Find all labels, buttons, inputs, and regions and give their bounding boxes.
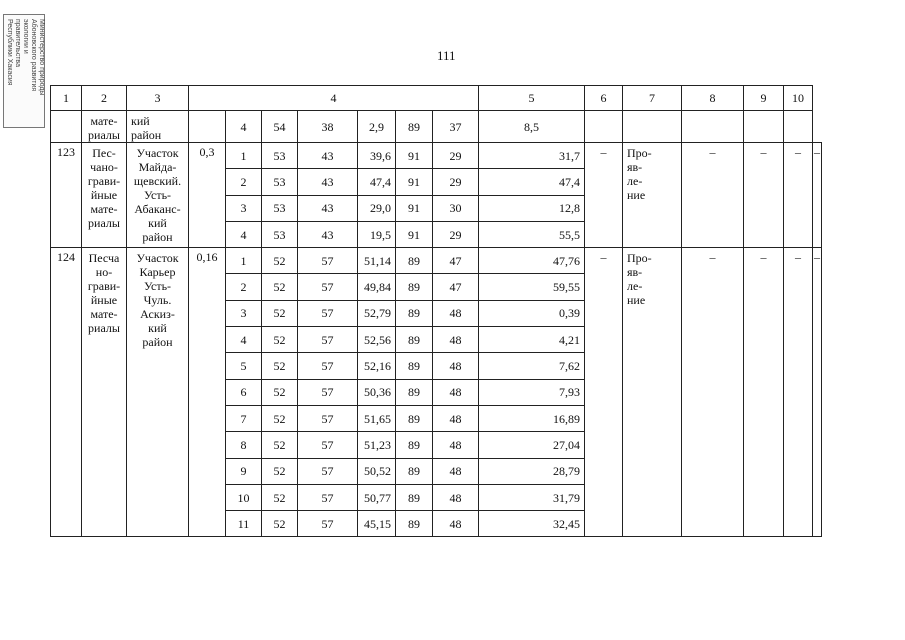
- value-cell: 0,16: [189, 248, 226, 537]
- cell: 91: [396, 221, 433, 247]
- cell: 10: [226, 484, 262, 510]
- cell: 52,56: [358, 327, 396, 353]
- data-table: [50, 85, 822, 537]
- cell: 29: [433, 169, 479, 195]
- cell: 45,15: [358, 511, 396, 537]
- col7-cell: –: [682, 143, 744, 248]
- cell: 30: [433, 195, 479, 221]
- cell: 49,84: [358, 274, 396, 300]
- cell: 48: [433, 300, 479, 326]
- cell: 57: [298, 327, 358, 353]
- cell: 89: [396, 353, 433, 379]
- stamp-text: Министерство природы Абоновского развития экологии и правительства Республики Хакасия: [6, 19, 45, 96]
- cell: 53: [262, 221, 298, 247]
- cell: 53: [262, 195, 298, 221]
- cell: 47,4: [479, 169, 585, 195]
- cell: 51,14: [358, 248, 396, 274]
- location-cell: Участок Карьер Усть- Чуль. Аскиз- кий район: [127, 248, 189, 537]
- cell: 2,9: [358, 111, 396, 143]
- cell: 31,7: [479, 143, 585, 169]
- cell: 48: [433, 327, 479, 353]
- table-row: [51, 143, 822, 169]
- cell: 28,79: [479, 458, 585, 484]
- cell: [744, 111, 784, 143]
- cell: 57: [298, 432, 358, 458]
- cell: 7,93: [479, 379, 585, 405]
- cell: 57: [298, 274, 358, 300]
- cell: 53: [262, 143, 298, 169]
- material-cell: Песча но- грави- йные мате- риалы: [82, 248, 127, 537]
- manifestation-cell: Про- яв- ле- ние: [623, 143, 682, 248]
- cell: 4: [226, 221, 262, 247]
- cell: 91: [396, 195, 433, 221]
- cell: 52: [262, 405, 298, 431]
- cell: [585, 111, 623, 143]
- cell: 2: [226, 274, 262, 300]
- cell: 39,6: [358, 143, 396, 169]
- cell: 89: [396, 300, 433, 326]
- cell: 4: [226, 327, 262, 353]
- cell: 57: [298, 379, 358, 405]
- cell: 89: [396, 405, 433, 431]
- header-cell: 10: [784, 86, 813, 111]
- cell: [784, 111, 813, 143]
- cell: 48: [433, 511, 479, 537]
- cell: 11: [226, 511, 262, 537]
- header-cell: 8: [682, 86, 744, 111]
- cell: 43: [298, 221, 358, 247]
- cell: 57: [298, 405, 358, 431]
- cell: 19,5: [358, 221, 396, 247]
- manifestation-cell: Про- яв- ле- ние: [623, 248, 682, 537]
- approval-stamp: [3, 14, 45, 128]
- cell: 4: [226, 111, 262, 143]
- cell: 5: [226, 353, 262, 379]
- cell: [623, 111, 682, 143]
- header-cell: 5: [479, 86, 585, 111]
- col9-cell: –: [784, 248, 813, 537]
- cell: 48: [433, 405, 479, 431]
- cell: 52: [262, 300, 298, 326]
- header-cell: 4: [189, 86, 479, 111]
- cell: 89: [396, 458, 433, 484]
- cell: 52: [262, 353, 298, 379]
- cell: 57: [298, 484, 358, 510]
- header-cell: 9: [744, 86, 784, 111]
- cell: 12,8: [479, 195, 585, 221]
- cell: 52: [262, 484, 298, 510]
- cell: 38: [298, 111, 358, 143]
- cell: 47: [433, 274, 479, 300]
- location-cell: Участок Майда- щевский. Усть- Абаканс- кий район: [127, 143, 189, 248]
- cell: 4,21: [479, 327, 585, 353]
- cell: кий район: [127, 111, 189, 143]
- cell: 57: [298, 511, 358, 537]
- cell: 91: [396, 143, 433, 169]
- cell: 48: [433, 458, 479, 484]
- cell: 37: [433, 111, 479, 143]
- cell: 54: [262, 111, 298, 143]
- cell: 0,39: [479, 300, 585, 326]
- cell: 31,79: [479, 484, 585, 510]
- cell: 89: [396, 111, 433, 143]
- continuation-row: [51, 111, 822, 143]
- cell: 89: [396, 511, 433, 537]
- record-number: 123: [51, 143, 82, 248]
- record-number: 124: [51, 248, 82, 537]
- cell: 47: [433, 248, 479, 274]
- cell: мате- риалы: [82, 111, 127, 143]
- cell: [682, 111, 744, 143]
- cell: 55,5: [479, 221, 585, 247]
- cell: 3: [226, 195, 262, 221]
- cell: 8: [226, 432, 262, 458]
- cell: 57: [298, 458, 358, 484]
- cell: 89: [396, 248, 433, 274]
- cell: 50,36: [358, 379, 396, 405]
- header-cell: 2: [82, 86, 127, 111]
- cell: 48: [433, 379, 479, 405]
- cell: 52: [262, 274, 298, 300]
- cell: 51,65: [358, 405, 396, 431]
- col5-cell: –: [585, 248, 623, 537]
- cell: 89: [396, 432, 433, 458]
- cell: 29: [433, 143, 479, 169]
- cell: 52: [262, 458, 298, 484]
- cell: 47,76: [479, 248, 585, 274]
- cell: 29,0: [358, 195, 396, 221]
- cell: 89: [396, 484, 433, 510]
- cell: 43: [298, 195, 358, 221]
- cell: 53: [262, 169, 298, 195]
- cell: 6: [226, 379, 262, 405]
- header-cell: 7: [623, 86, 682, 111]
- material-cell: Пес- чано- грави- йные мате- риалы: [82, 143, 127, 248]
- cell: 52: [262, 248, 298, 274]
- col5-cell: –: [585, 143, 623, 248]
- col9-cell: –: [784, 143, 813, 248]
- col8-cell: –: [744, 143, 784, 248]
- cell: 27,04: [479, 432, 585, 458]
- cell: 89: [396, 327, 433, 353]
- cell: 50,52: [358, 458, 396, 484]
- cell: 8,5: [479, 111, 585, 143]
- cell: 59,55: [479, 274, 585, 300]
- cell: 52,16: [358, 353, 396, 379]
- table-row: [51, 248, 822, 274]
- cell: 57: [298, 300, 358, 326]
- cell: 48: [433, 353, 479, 379]
- cell: 32,45: [479, 511, 585, 537]
- cell: 52: [262, 511, 298, 537]
- cell: [51, 111, 82, 143]
- cell: 52,79: [358, 300, 396, 326]
- page-number: 111: [437, 48, 456, 63]
- col10-cell: –: [813, 143, 822, 248]
- header-cell: 3: [127, 86, 189, 111]
- cell: 1: [226, 143, 262, 169]
- cell: 29: [433, 221, 479, 247]
- value-cell: 0,3: [189, 143, 226, 248]
- cell: 47,4: [358, 169, 396, 195]
- cell: 51,23: [358, 432, 396, 458]
- cell: 43: [298, 169, 358, 195]
- col8-cell: –: [744, 248, 784, 537]
- header-cell: 6: [585, 86, 623, 111]
- cell: 1: [226, 248, 262, 274]
- cell: [189, 111, 226, 143]
- col10-cell: –: [813, 248, 822, 537]
- cell: 52: [262, 379, 298, 405]
- cell: 52: [262, 327, 298, 353]
- cell: 48: [433, 432, 479, 458]
- cell: 50,77: [358, 484, 396, 510]
- cell: 3: [226, 300, 262, 326]
- col7-cell: –: [682, 248, 744, 537]
- cell: 91: [396, 169, 433, 195]
- cell: 57: [298, 353, 358, 379]
- cell: 52: [262, 432, 298, 458]
- cell: 9: [226, 458, 262, 484]
- cell: 89: [396, 274, 433, 300]
- cell: 48: [433, 484, 479, 510]
- cell: 57: [298, 248, 358, 274]
- cell: 43: [298, 143, 358, 169]
- cell: 7: [226, 405, 262, 431]
- cell: 16,89: [479, 405, 585, 431]
- header-cell: 1: [51, 86, 82, 111]
- cell: 89: [396, 379, 433, 405]
- header-row: [51, 86, 822, 111]
- cell: 2: [226, 169, 262, 195]
- cell: 7,62: [479, 353, 585, 379]
